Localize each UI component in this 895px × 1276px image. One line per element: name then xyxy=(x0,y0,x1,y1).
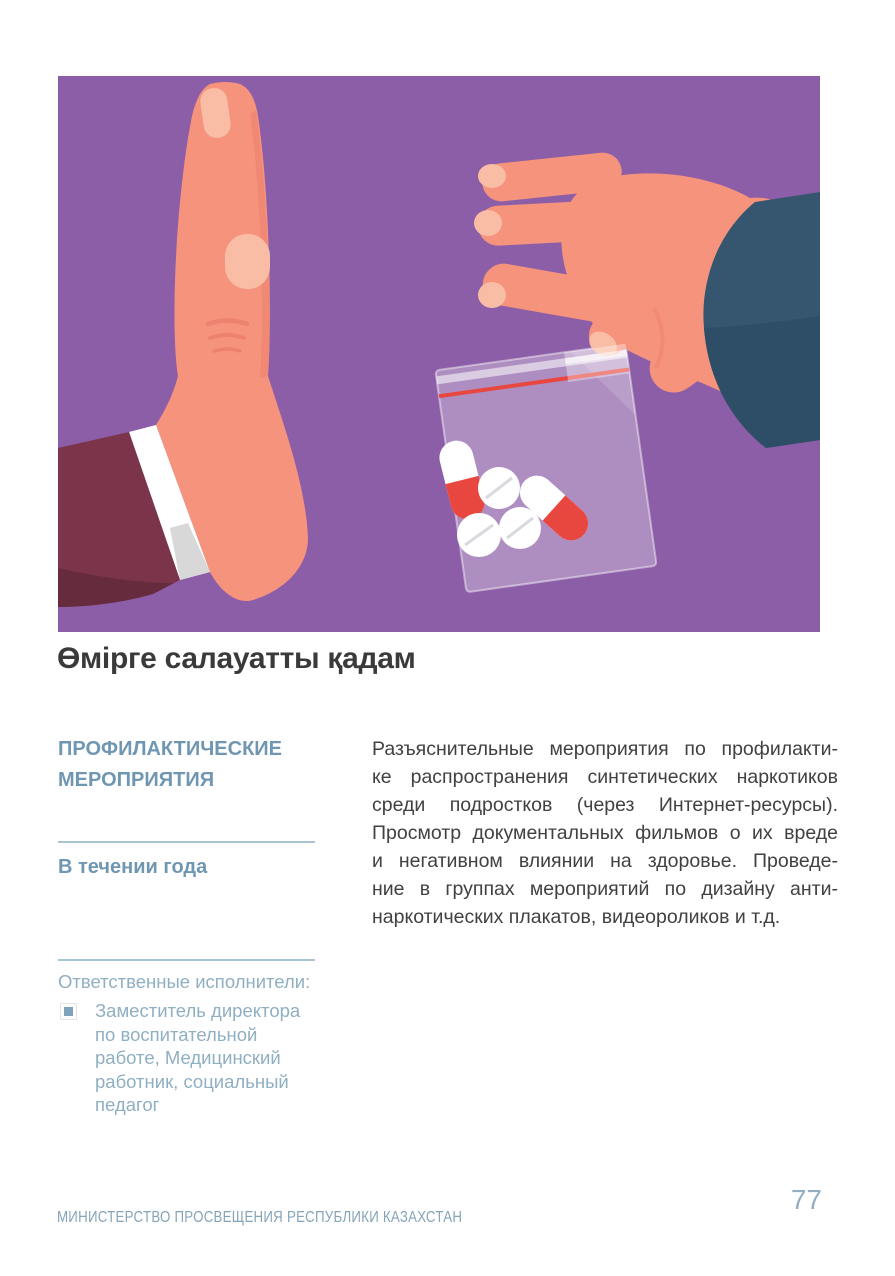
section-title-during-year: В течении года xyxy=(58,856,208,878)
responsible-text xyxy=(95,999,320,1117)
text-line: педагог xyxy=(95,1094,160,1115)
text-line: Просмотр документальных фильмов о их вреде xyxy=(372,822,838,844)
drug-bag xyxy=(435,344,656,593)
text-line: Заместитель директора xyxy=(95,1000,301,1021)
text-line: работе, Медицинский xyxy=(95,1047,281,1068)
text-line: по воспитательной xyxy=(95,1023,258,1045)
page-title: Өмірге салауатты қадам xyxy=(57,642,416,675)
page-number: 77 xyxy=(790,1184,822,1215)
body-paragraph xyxy=(372,735,838,931)
text-line: наркотических плакатов, видеороликов и т.д. xyxy=(372,906,781,928)
square-bullet-icon xyxy=(60,1003,77,1020)
refusal-illustration xyxy=(58,76,820,632)
text-line: Разъяснительные мероприятия по профилакти- xyxy=(372,738,838,760)
divider-line xyxy=(58,959,315,961)
divider-line xyxy=(58,841,315,843)
text-line: среди подростков (через Интернет-ресурсы). xyxy=(372,794,838,816)
text-line: работник, социальный xyxy=(95,1070,289,1092)
section-title-preventive-measures: ПРОФИЛАКТИЧЕСКИЕ МЕРОПРИЯТИЯ xyxy=(58,738,282,791)
text-line: и негативном влиянии на здоровье. Проведе- xyxy=(372,850,838,872)
section-title-responsible: Ответственные исполнители: xyxy=(58,971,311,992)
text-line: ние в группах мероприятий по дизайну анти- xyxy=(372,878,838,900)
footer-ministry: МИНИСТЕРСТВО ПРОСВЕЩЕНИЯ РЕСПУБЛИКИ КАЗАХСТАН xyxy=(57,1209,463,1226)
text-line: ке распространения синтетических наркотиков xyxy=(372,766,838,788)
